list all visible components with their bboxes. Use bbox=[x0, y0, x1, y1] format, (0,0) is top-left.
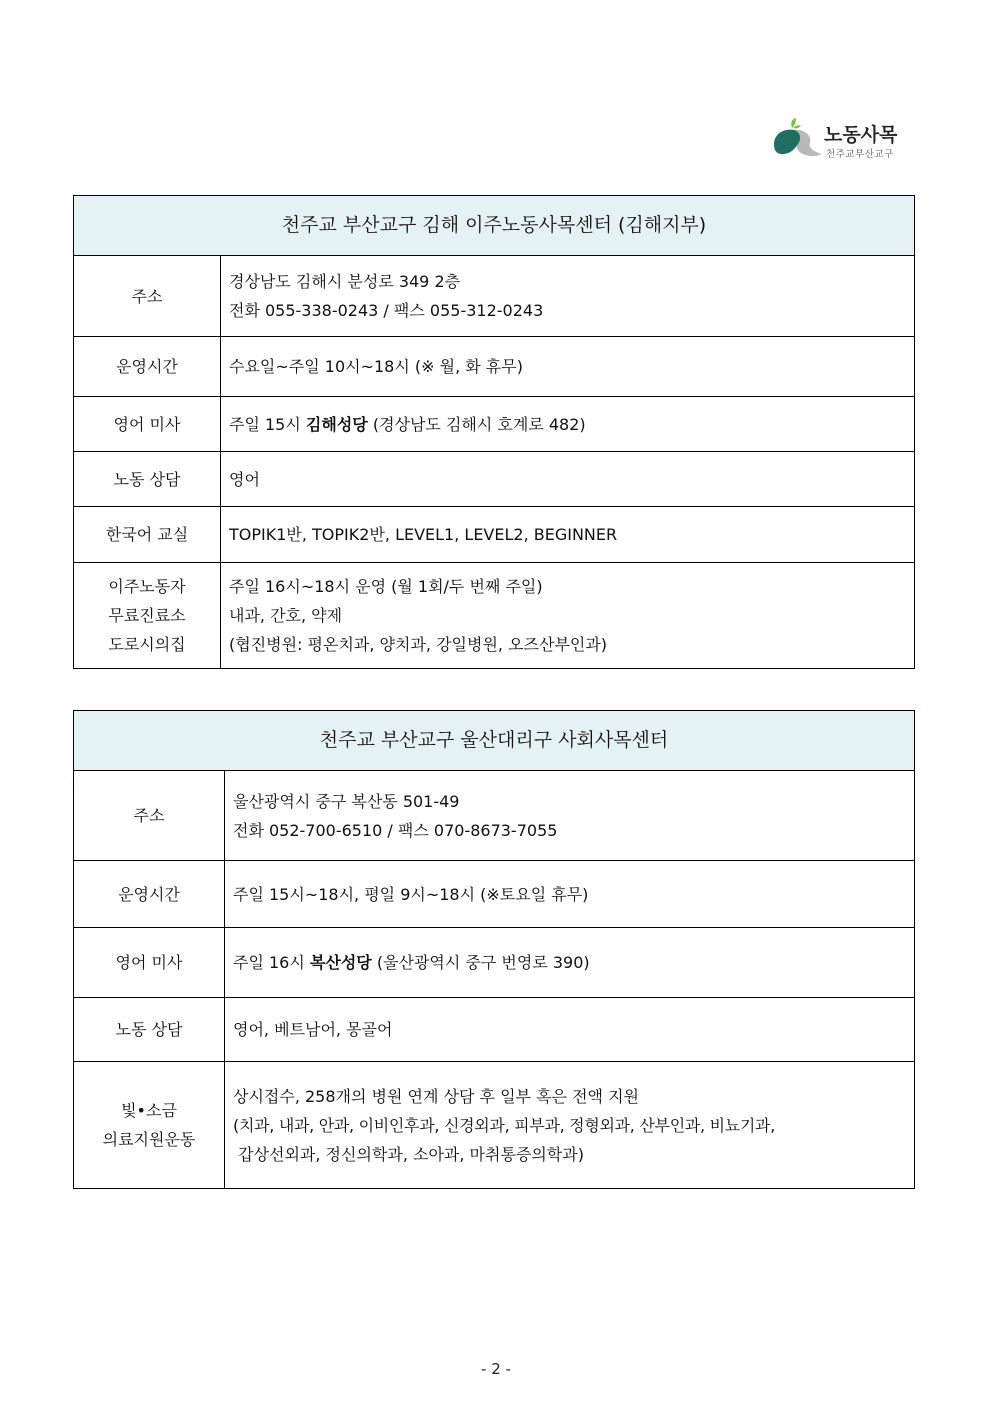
mass-time: 주일 15시 bbox=[229, 414, 306, 434]
table-row-medical-support bbox=[74, 1062, 915, 1189]
row-value bbox=[225, 771, 915, 861]
table-title: 천주교 부산교구 울산대리구 사회사목센터 bbox=[74, 711, 915, 771]
page-number: - 2 - bbox=[481, 1360, 511, 1378]
logo-name: 노동사목 bbox=[824, 124, 898, 146]
contact-line: 전화 055-338-0243 / 팩스 055-312-0243 bbox=[229, 301, 544, 320]
row-value: TOPIK1반, TOPIK2반, LEVEL1, LEVEL2, BEGINNER bbox=[221, 507, 915, 563]
organization-logo bbox=[770, 116, 910, 162]
row-label: 노동 상담 bbox=[74, 452, 221, 507]
table-row-labor-counseling bbox=[74, 998, 915, 1062]
row-value: 영어 bbox=[221, 452, 915, 507]
row-value bbox=[225, 928, 915, 998]
table-row-address bbox=[74, 256, 915, 337]
row-label: 영어 미사 bbox=[74, 397, 221, 452]
logo-subtitle: 천주교부산교구 bbox=[826, 149, 894, 160]
value-line: (협진병원: 평온치과, 양치과, 강일병원, 오즈산부인과) bbox=[229, 635, 608, 654]
value-line: (치과, 내과, 안과, 이비인후과, 신경외과, 피부과, 정형외과, 산부인과, 비뇨기과, bbox=[233, 1115, 775, 1135]
church-address: (경상남도 김해시 호계로 482) bbox=[367, 414, 586, 434]
value-line: 내과, 간호, 약제 bbox=[229, 606, 343, 625]
table-row-english-mass bbox=[74, 928, 915, 998]
value-line: 주일 16시~18시 운영 (월 1회/두 번째 주일) bbox=[229, 577, 543, 596]
row-label: 한국어 교실 bbox=[74, 507, 221, 563]
row-label bbox=[74, 1062, 225, 1189]
logo-mark-icon bbox=[770, 116, 826, 162]
row-value: 주일 15시~18시, 평일 9시~18시 (※토요일 휴무) bbox=[225, 861, 915, 928]
row-value bbox=[221, 256, 915, 337]
ulsan-center-table bbox=[73, 710, 915, 1189]
gimhae-center-table bbox=[73, 195, 915, 669]
table-row-labor-counseling bbox=[74, 452, 915, 507]
label-line: 빛•소금 bbox=[121, 1101, 177, 1120]
row-label: 노동 상담 bbox=[74, 998, 225, 1062]
table-row-korean-class bbox=[74, 507, 915, 563]
row-value bbox=[221, 563, 915, 669]
contact-line: 전화 052-700-6510 / 팩스 070-8673-7055 bbox=[233, 820, 558, 840]
church-name: 복산성당 bbox=[309, 953, 372, 972]
row-value bbox=[221, 397, 915, 452]
label-line: 무료진료소 bbox=[108, 606, 186, 625]
church-address: (울산광역시 중구 번영로 390) bbox=[371, 953, 590, 972]
row-label: 주소 bbox=[74, 256, 221, 337]
address-line: 경상남도 김해시 분성로 349 2층 bbox=[229, 272, 461, 291]
value-line: 갑상선외과, 정신의학과, 소아과, 마취통증의학과) bbox=[233, 1144, 584, 1164]
label-line: 이주노동자 bbox=[108, 577, 186, 596]
church-name: 김해성당 bbox=[305, 414, 368, 434]
row-value bbox=[225, 1062, 915, 1189]
mass-time: 주일 16시 bbox=[233, 953, 310, 972]
row-label: 영어 미사 bbox=[74, 928, 225, 998]
row-label: 주소 bbox=[74, 771, 225, 861]
row-label: 운영시간 bbox=[74, 861, 225, 928]
table-title: 천주교 부산교구 김해 이주노동사목센터 (김해지부) bbox=[74, 196, 915, 256]
table-row-address bbox=[74, 771, 915, 861]
address-line: 울산광역시 중구 복산동 501-49 bbox=[233, 791, 460, 811]
table-row-hours bbox=[74, 861, 915, 928]
row-value: 영어, 베트남어, 몽골어 bbox=[225, 998, 915, 1062]
table-row-free-clinic bbox=[74, 563, 915, 669]
label-line: 의료지원운동 bbox=[102, 1130, 196, 1149]
table-row-hours bbox=[74, 337, 915, 397]
row-label bbox=[74, 563, 221, 669]
row-label: 운영시간 bbox=[74, 337, 221, 397]
row-value: 수요일~주일 10시~18시 (※ 월, 화 휴무) bbox=[221, 337, 915, 397]
label-line: 도로시의집 bbox=[108, 635, 186, 654]
value-line: 상시접수, 258개의 병원 연계 상담 후 일부 혹은 전액 지원 bbox=[233, 1086, 639, 1106]
table-row-english-mass bbox=[74, 397, 915, 452]
